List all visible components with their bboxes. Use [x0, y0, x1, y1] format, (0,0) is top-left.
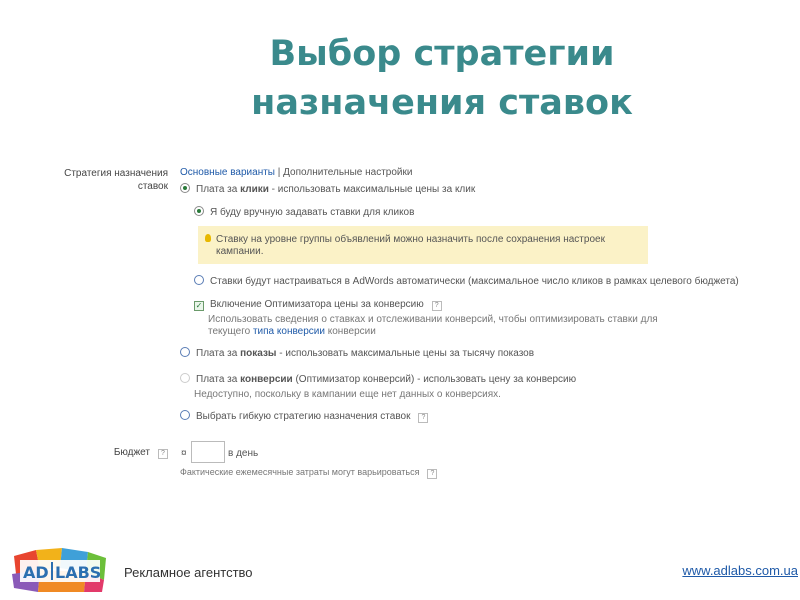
bidding-settings-panel — [60, 163, 760, 483]
manual-bids-radio[interactable] — [194, 206, 204, 216]
slide-title-line1: Выбор стратегии — [269, 34, 615, 74]
impressions-prefix: Плата за — [196, 348, 241, 359]
slide-title — [0, 30, 800, 128]
flexible-help-icon[interactable]: ? — [418, 413, 428, 423]
conversions-bold: конверсии — [240, 374, 293, 385]
clicks-option[interactable] — [180, 183, 475, 195]
budget-help-icon[interactable]: ? — [158, 449, 168, 459]
optimizer-option[interactable] — [194, 299, 442, 311]
budget-input[interactable] — [191, 441, 225, 463]
slide-title-line2: назначения ставок — [251, 83, 633, 123]
clicks-prefix: Плата за — [196, 184, 241, 195]
tab-separator: | — [277, 167, 281, 178]
clicks-bold: клики — [240, 184, 269, 195]
logo-text-labs: LABS — [55, 563, 102, 582]
conversions-option[interactable] — [180, 373, 576, 385]
strategy-label-line1: Стратегия назначения — [64, 168, 168, 179]
conversions-note: Недоступно, поскольку в кампании еще нет данных о конверсиях. — [194, 389, 501, 400]
conversions-prefix: Плата за — [196, 374, 241, 385]
logo-text-ad: AD — [23, 563, 49, 582]
auto-bids-radio[interactable] — [194, 275, 204, 285]
budget-label-wrap — [60, 446, 168, 459]
tab-basic[interactable]: Основные варианты — [180, 167, 275, 178]
strategy-label — [60, 167, 168, 193]
optimizer-checkbox[interactable]: ✓ — [195, 301, 203, 310]
auto-bids-option[interactable] — [194, 275, 739, 287]
adlabs-logo — [10, 548, 110, 594]
optimizer-desc-prefix: текущего — [208, 326, 253, 337]
flexible-label: Выбрать гибкую стратегию назначения ставок — [196, 411, 411, 422]
tab-advanced[interactable]: Дополнительные настройки — [283, 167, 413, 178]
budget-note-help-icon[interactable]: ? — [427, 469, 437, 479]
manual-bids-option[interactable] — [194, 206, 414, 218]
agency-text: Рекламное агентство — [124, 565, 253, 580]
website-link[interactable]: www.adlabs.com.ua — [682, 563, 798, 578]
conversions-radio[interactable] — [180, 373, 190, 383]
notice-box — [198, 226, 648, 264]
impressions-bold: показы — [240, 348, 277, 359]
impressions-option[interactable] — [180, 347, 534, 359]
clicks-suffix: - использовать максимальные цены за клик — [268, 184, 476, 195]
budget-unit: в день — [228, 448, 259, 459]
lightbulb-icon — [205, 234, 211, 242]
flexible-option[interactable] — [180, 410, 428, 423]
optimizer-desc-line1: Использовать сведения о ставках и отслеживании конверсий, чтобы оптимизировать ставки для — [208, 314, 658, 325]
manual-bids-label: Я буду вручную задавать ставки для кликов — [210, 207, 415, 218]
strategy-label-line2: ставок — [137, 181, 168, 192]
optimizer-label: Включение Оптимизатора цены за конверсию — [210, 299, 424, 310]
flexible-radio[interactable] — [180, 410, 190, 420]
optimizer-help-icon[interactable]: ? — [432, 301, 442, 311]
auto-bids-label: Ставки будут настраиваться в AdWords автоматически (максимальное число кликов в рамках целевого бюджета) — [210, 276, 739, 287]
budget-currency: ¤ — [181, 448, 187, 459]
strategy-tabs — [180, 167, 412, 178]
optimizer-desc-line2 — [208, 326, 658, 338]
budget-label: Бюджет — [113, 447, 150, 458]
optimizer-description — [208, 314, 658, 338]
impressions-radio[interactable] — [180, 347, 190, 357]
budget-note: Фактические ежемесячные затраты могут варьироваться — [180, 467, 420, 477]
notice-text: Ставку на уровне группы объявлений можно назначить после сохранения настроек кампании. — [216, 234, 605, 257]
budget-note-wrap — [180, 467, 437, 479]
conversion-type-link[interactable]: типа конверсии — [252, 326, 325, 337]
clicks-radio[interactable] — [180, 183, 190, 193]
optimizer-desc-suffix: конверсии — [324, 326, 376, 337]
impressions-suffix: - использовать максимальные цены за тысячу показов — [276, 348, 535, 359]
adlabs-logo-graphic — [10, 548, 110, 594]
conversions-suffix: (Оптимизатор конверсий) - использовать цену за конверсию — [292, 374, 577, 385]
